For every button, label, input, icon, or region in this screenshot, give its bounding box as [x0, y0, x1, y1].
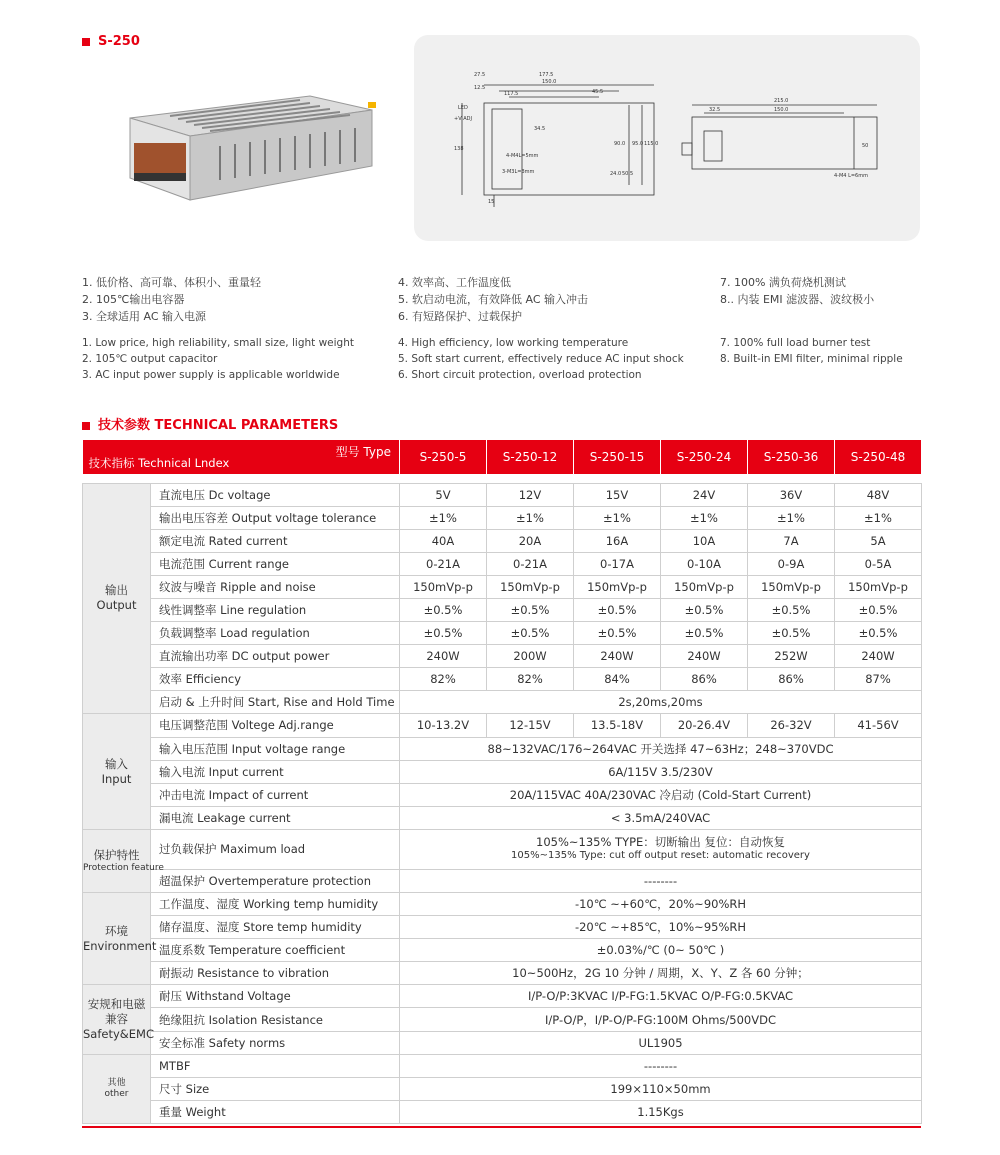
row-label: 效率 Efficiency — [151, 668, 400, 691]
svg-text:50: 50 — [862, 143, 869, 149]
model-name: S-250 — [98, 34, 140, 49]
svg-text:117.5: 117.5 — [504, 91, 519, 97]
group-output — [83, 483, 151, 714]
cell: ±0.5% — [400, 598, 487, 621]
cell: 0-10A — [661, 552, 748, 575]
cell: 20A/115VAC 40A/230VAC 冷启动 (Cold-Start Current) — [400, 783, 922, 806]
table-row — [83, 737, 922, 760]
row-label: 输入电流 Input current — [151, 760, 400, 783]
cell: ±1% — [400, 506, 487, 529]
table-row — [83, 783, 922, 806]
table-header-row — [83, 440, 922, 474]
features-cn-col2 — [398, 274, 588, 325]
table-row — [83, 1054, 922, 1077]
cell: 86% — [661, 668, 748, 691]
cell: 240W — [400, 645, 487, 668]
row-label: 输入电压范围 Input voltage range — [151, 737, 400, 760]
svg-text:138: 138 — [454, 146, 464, 152]
cell: -------- — [400, 869, 922, 892]
row-label: 直流输出功率 DC output power — [151, 645, 400, 668]
feature-item: 4. High efficiency, low working temperature — [398, 337, 629, 349]
table-row — [83, 552, 922, 575]
tech-params-title-text: 技术参数 TECHNICAL PARAMETERS — [98, 418, 339, 433]
feature-item: 8. Built-in EMI filter, minimal ripple — [720, 353, 903, 365]
table-row — [83, 893, 922, 916]
table-row — [83, 760, 922, 783]
cell: 150mVp-p — [748, 575, 835, 598]
cell: 150mVp-p — [574, 575, 661, 598]
bullet-square-icon — [82, 38, 90, 46]
feature-item: 6. 有短路保护、过载保护 — [398, 310, 522, 323]
dimension-drawing-svg — [414, 35, 920, 241]
row-label: MTBF — [151, 1054, 400, 1077]
cell: 82% — [400, 668, 487, 691]
cell: < 3.5mA/240VAC — [400, 806, 922, 829]
cell-line-cn: 105%~135% TYPE：切断输出 复位：自动恢复 — [536, 835, 785, 850]
cell: 199×110×50mm — [400, 1077, 922, 1100]
table-row — [83, 668, 922, 691]
cell: ±0.5% — [748, 622, 835, 645]
corner-index-label: 技术指标 Technical Lndex — [88, 456, 230, 470]
feature-item: 3. 全球适用 AC 输入电源 — [82, 310, 206, 323]
dimension-drawing — [414, 35, 920, 241]
table-row — [83, 598, 922, 621]
cell: 40A — [400, 529, 487, 552]
cell: ±0.5% — [574, 622, 661, 645]
cell: ±0.5% — [400, 622, 487, 645]
cell: 150mVp-p — [487, 575, 574, 598]
group-other — [83, 1054, 151, 1123]
table-row — [83, 506, 922, 529]
cell: ±1% — [661, 506, 748, 529]
table-row — [83, 985, 922, 1008]
group-protection — [83, 829, 164, 892]
svg-text:45.5: 45.5 — [592, 89, 604, 95]
table-row — [83, 962, 922, 985]
model-title — [82, 34, 140, 49]
cell: 0-9A — [748, 552, 835, 575]
feature-item: 5. 软启动电流，有效降低 AC 输入冲击 — [398, 293, 588, 306]
cell: I/P-O/P:3KVAC I/P-FG:1.5KVAC O/P-FG:0.5KVAC — [400, 985, 922, 1008]
feature-item: 8.. 内装 EMI 滤波器、波纹极小 — [720, 293, 875, 306]
table-row — [83, 829, 922, 869]
feature-item: 6. Short circuit protection, overload protection — [398, 369, 642, 381]
cell: -10℃ ~+60℃，20%~90%RH — [400, 893, 922, 916]
row-label: 温度系数 Temperature coefficient — [151, 939, 400, 962]
cell: -20℃ ~+85℃，10%~95%RH — [400, 916, 922, 939]
cell: ±1% — [835, 506, 922, 529]
group-safety — [83, 985, 154, 1054]
model-header: S-250-12 — [487, 440, 574, 474]
cell: 24V — [661, 483, 748, 506]
feature-item: 1. 低价格、高可靠、体积小、重量轻 — [82, 276, 261, 289]
row-label: 过负载保护 Maximum load — [151, 829, 400, 869]
group-en: Protection feature — [83, 862, 164, 873]
cell: ±0.5% — [835, 622, 922, 645]
row-label: 线性调整率 Line regulation — [151, 598, 400, 621]
cell: ±1% — [487, 506, 574, 529]
model-header: S-250-48 — [835, 440, 922, 474]
cell: 240W — [574, 645, 661, 668]
table-row — [83, 483, 922, 506]
cell: ±0.5% — [835, 598, 922, 621]
svg-text:LED: LED — [458, 105, 468, 111]
model-header: S-250-5 — [400, 440, 487, 474]
spacer — [83, 474, 922, 483]
cell: 82% — [487, 668, 574, 691]
cell: 41-56V — [835, 714, 922, 737]
corner-type-label: 型号 Type — [335, 445, 391, 459]
group-en: Output — [96, 598, 137, 613]
cell: 16A — [574, 529, 661, 552]
table-row — [83, 714, 922, 737]
table-row — [83, 622, 922, 645]
svg-text:4-M4 L=6mm: 4-M4 L=6mm — [834, 173, 868, 179]
cell: 12V — [487, 483, 574, 506]
feature-item: 7. 100% full load burner test — [720, 337, 871, 349]
cell: 84% — [574, 668, 661, 691]
row-label: 重量 Weight — [151, 1100, 400, 1123]
cell — [400, 829, 922, 869]
spec-table — [82, 440, 922, 1124]
cell: 7A — [748, 529, 835, 552]
cell: 0-17A — [574, 552, 661, 575]
cell: ±0.5% — [661, 598, 748, 621]
cell: 0-21A — [400, 552, 487, 575]
cell: ±0.5% — [661, 622, 748, 645]
row-label: 储存温度、湿度 Store temp humidity — [151, 916, 400, 939]
cell: 26-32V — [748, 714, 835, 737]
cell: 150mVp-p — [835, 575, 922, 598]
power-supply-image — [110, 88, 380, 208]
row-label: 电流范围 Current range — [151, 552, 400, 575]
row-label: 工作温度、湿度 Working temp humidity — [151, 893, 400, 916]
group-en: Input — [101, 771, 132, 786]
cell: 86% — [748, 668, 835, 691]
svg-text:34.5: 34.5 — [534, 126, 546, 132]
row-label: 漏电流 Leakage current — [151, 806, 400, 829]
cell: 5V — [400, 483, 487, 506]
cell: 1.15Kgs — [400, 1100, 922, 1123]
cell: 5A — [835, 529, 922, 552]
svg-text:50.5: 50.5 — [622, 171, 634, 177]
row-label: 负载调整率 Load regulation — [151, 622, 400, 645]
model-header: S-250-36 — [748, 440, 835, 474]
row-label: 输出电压容差 Output voltage tolerance — [151, 506, 400, 529]
svg-text:27.5: 27.5 — [474, 72, 486, 78]
svg-text:95.0: 95.0 — [632, 141, 644, 147]
svg-text:12.5: 12.5 — [474, 85, 486, 91]
cell: ±0.5% — [748, 598, 835, 621]
features-cn-col1 — [82, 274, 261, 325]
group-cn: 输出 — [105, 583, 128, 598]
feature-item: 7. 100% 满负荷烧机测试 — [720, 276, 846, 289]
table-row — [83, 806, 922, 829]
cell: 87% — [835, 668, 922, 691]
feature-item: 4. 效率高、工作温度低 — [398, 276, 511, 289]
table-row — [83, 575, 922, 598]
svg-text:4-M4L=5mm: 4-M4L=5mm — [506, 153, 539, 159]
cell: ±1% — [748, 506, 835, 529]
group-en: other — [104, 1088, 129, 1099]
table-row — [83, 869, 922, 892]
feature-item: 2. 105℃输出电容器 — [82, 293, 185, 306]
cell: 240W — [835, 645, 922, 668]
feature-item: 1. Low price, high reliability, small size, light weight — [82, 337, 354, 349]
features-cn-col3 — [720, 274, 874, 308]
cell: -------- — [400, 1054, 922, 1077]
cell: 2s,20ms,20ms — [400, 691, 922, 714]
group-environment — [83, 893, 157, 985]
cell: 10~500Hz，2G 10 分钟 / 周期，X、Y、Z 各 60 分钟； — [400, 962, 922, 985]
cell: 48V — [835, 483, 922, 506]
cell: ±0.5% — [487, 622, 574, 645]
group-en: Safety&EMC — [83, 1027, 154, 1042]
group-cn: 环境 — [105, 923, 128, 938]
cell: 20A — [487, 529, 574, 552]
cell: 200W — [487, 645, 574, 668]
feature-item: 3. AC input power supply is applicable worldwide — [82, 369, 340, 381]
row-label: 电压调整范围 Voltege Adj.range — [151, 714, 400, 737]
svg-text:150.0: 150.0 — [542, 79, 557, 85]
svg-text:15: 15 — [488, 199, 495, 205]
tech-params-title — [82, 414, 338, 433]
cell: 10-13.2V — [400, 714, 487, 737]
cell: 36V — [748, 483, 835, 506]
table-row — [83, 1100, 922, 1123]
row-label: 额定电流 Rated current — [151, 529, 400, 552]
feature-item: 5. Soft start current, effectively reduce AC input shock — [398, 353, 684, 365]
svg-text:32.5: 32.5 — [709, 107, 721, 113]
cell: ±0.03%/℃ (0~ 50℃ ) — [400, 939, 922, 962]
cell: 252W — [748, 645, 835, 668]
svg-text:24.0: 24.0 — [610, 171, 622, 177]
bullet-square-icon — [82, 422, 90, 430]
feature-item: 2. 105℃ output capacitor — [82, 353, 218, 365]
cell: 12-15V — [487, 714, 574, 737]
cell: I/P-O/P，I/P-O/P-FG:100M Ohms/500VDC — [400, 1008, 922, 1031]
model-header: S-250-15 — [574, 440, 661, 474]
group-en: Environment — [83, 938, 157, 953]
row-label: 超温保护 Overtemperature protection — [151, 869, 400, 892]
svg-text:215.0: 215.0 — [774, 98, 789, 104]
cell: UL1905 — [400, 1031, 922, 1054]
cell: 0-5A — [835, 552, 922, 575]
cell: 150mVp-p — [400, 575, 487, 598]
table-row — [83, 691, 922, 714]
cell: 6A/115V 3.5/230V — [400, 760, 922, 783]
table-row — [83, 916, 922, 939]
table-row — [83, 1008, 922, 1031]
row-label: 纹波与噪音 Ripple and noise — [151, 575, 400, 598]
cell: 20-26.4V — [661, 714, 748, 737]
table-row — [83, 1077, 922, 1100]
features-en-col3 — [720, 335, 903, 367]
group-input — [83, 714, 151, 829]
table-bottom-rule — [82, 1126, 921, 1128]
row-label: 耐振动 Resistance to vibration — [151, 962, 400, 985]
svg-text:177.5: 177.5 — [539, 72, 554, 78]
cell-line-en: 105%~135% Type: cut off output reset: automatic recovery — [511, 850, 810, 862]
table-row — [83, 529, 922, 552]
row-label: 尺寸 Size — [151, 1077, 400, 1100]
cell: ±0.5% — [574, 598, 661, 621]
cell: 15V — [574, 483, 661, 506]
row-label: 绝缘阻抗 Isolation Resistance — [151, 1008, 400, 1031]
cell: ±0.5% — [487, 598, 574, 621]
features-en-col1 — [82, 335, 354, 383]
model-header: S-250-24 — [661, 440, 748, 474]
svg-text:115.0: 115.0 — [644, 141, 659, 147]
row-label: 耐压 Withstand Voltage — [151, 985, 400, 1008]
svg-text:3-M3L=3mm: 3-M3L=3mm — [502, 169, 535, 175]
row-label: 启动 & 上升时间 Start, Rise and Hold Time — [151, 691, 400, 714]
table-row — [83, 645, 922, 668]
table-row — [83, 939, 922, 962]
cell: 240W — [661, 645, 748, 668]
group-cn: 安规和电磁兼容 — [87, 997, 146, 1027]
svg-text:150.0: 150.0 — [774, 107, 789, 113]
group-cn: 输入 — [105, 756, 128, 771]
group-cn: 其他 — [107, 1077, 126, 1088]
cell: 0-21A — [487, 552, 574, 575]
svg-text:+V ADJ: +V ADJ — [454, 116, 472, 122]
cell: 150mVp-p — [661, 575, 748, 598]
cell: 10A — [661, 529, 748, 552]
header-corner — [83, 440, 400, 474]
row-label: 冲击电流 Impact of current — [151, 783, 400, 806]
svg-text:90.0: 90.0 — [614, 141, 626, 147]
table-row — [83, 1031, 922, 1054]
cell: 88~132VAC/176~264VAC 开关选择 47~63Hz；248~370VDC — [400, 737, 922, 760]
cell: ±1% — [574, 506, 661, 529]
group-cn: 保护特性 — [93, 847, 140, 862]
row-label: 安全标准 Safety norms — [151, 1031, 400, 1054]
features-en-col2 — [398, 335, 684, 383]
cell: 13.5-18V — [574, 714, 661, 737]
row-label: 直流电压 Dc voltage — [151, 483, 400, 506]
